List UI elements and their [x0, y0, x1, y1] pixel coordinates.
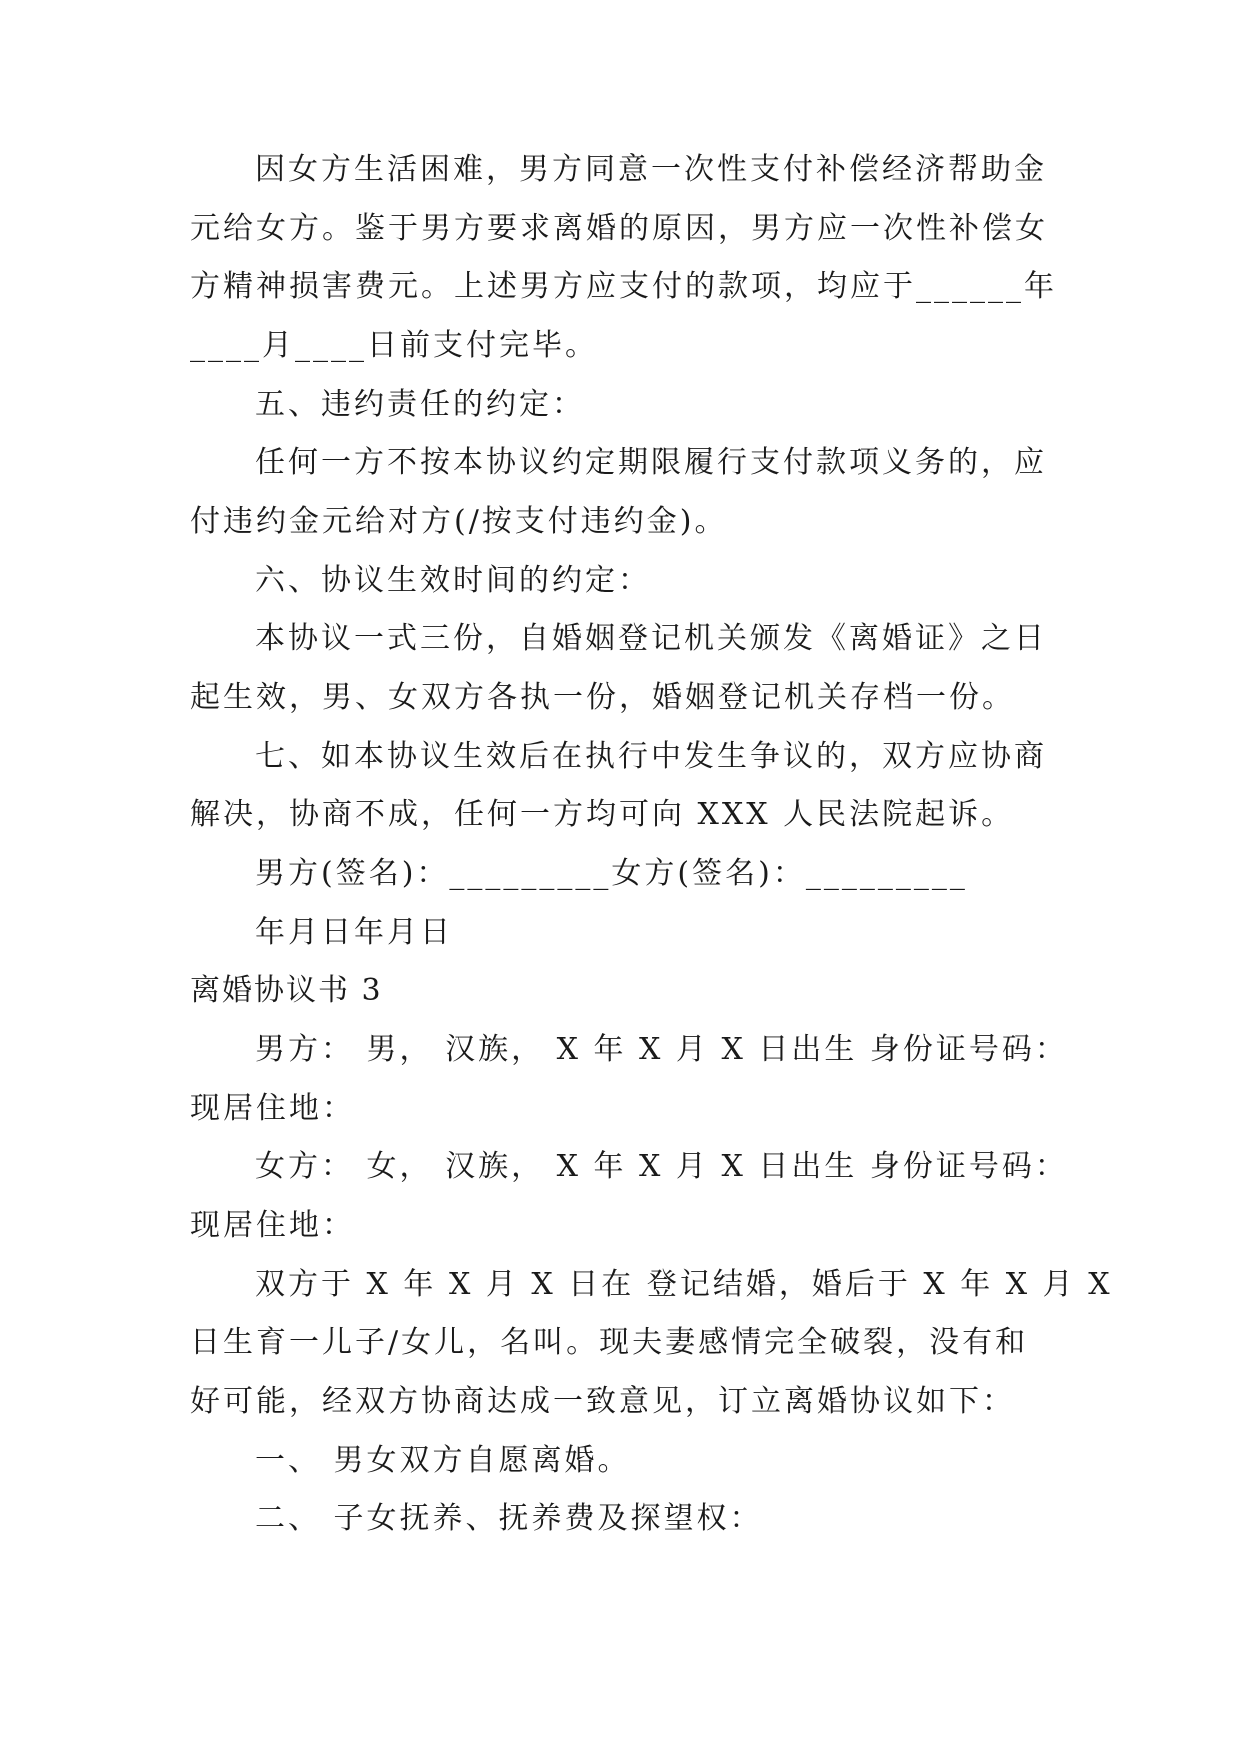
- residence-line: 现居住地：: [190, 1091, 355, 1126]
- paragraph-line: 解决，协商不成，任何一方均可向 XXX 人民法院起诉。: [190, 797, 1015, 832]
- section-heading: 六、协议生效时间的约定：: [255, 563, 651, 598]
- paragraph-line: 元给女方。鉴于男方要求离婚的原因，男方应一次性补偿女: [190, 211, 1048, 246]
- paragraph-line: 七、如本协议生效后在执行中发生争议的，双方应协商: [255, 739, 1047, 774]
- residence-line: 现居住地：: [190, 1208, 355, 1243]
- paragraph-line: ____月____日前支付完毕。: [190, 328, 598, 363]
- paragraph-line: 起生效，男、女双方各执一份，婚姻登记机关存档一份。: [190, 680, 1015, 715]
- paragraph-line: 付违约金元给对方(/按支付违约金)。: [190, 504, 728, 539]
- section-heading: 一、 男女双方自愿离婚。: [255, 1443, 631, 1478]
- date-line: 年月日年月日: [255, 915, 453, 950]
- paragraph-line: 因女方生活困难，男方同意一次性支付补偿经济帮助金: [255, 152, 1047, 187]
- paragraph-line: 任何一方不按本协议约定期限履行支付款项义务的，应: [255, 445, 1047, 480]
- document-title: 离婚协议书 3: [190, 973, 383, 1008]
- paragraph-line: 好可能，经双方协商达成一致意见，订立离婚协议如下：: [190, 1384, 1015, 1419]
- party-info-female: 女方： 女， 汉族， X 年 X 月 X 日出生 身份证号码：: [255, 1149, 1068, 1184]
- paragraph-line: 本协议一式三份，自婚姻登记机关颁发《离婚证》之日: [255, 621, 1047, 656]
- paragraph-line: 日生育一儿子/女儿，名叫。现夫妻感情完全破裂，没有和: [190, 1325, 1029, 1360]
- party-info-male: 男方： 男， 汉族， X 年 X 月 X 日出生 身份证号码：: [255, 1032, 1068, 1067]
- section-heading: 五、违约责任的约定：: [255, 387, 585, 422]
- paragraph-line: 方精神损害费元。上述男方应支付的款项，均应于______年: [190, 269, 1057, 304]
- section-heading: 二、 子女抚养、抚养费及探望权：: [255, 1501, 763, 1536]
- paragraph-line: 双方于 X 年 X 月 X 日在 登记结婚，婚后于 X 年 X 月 X: [255, 1267, 1113, 1302]
- signature-line: 男方(签名)：_________女方(签名)：_________: [255, 856, 968, 891]
